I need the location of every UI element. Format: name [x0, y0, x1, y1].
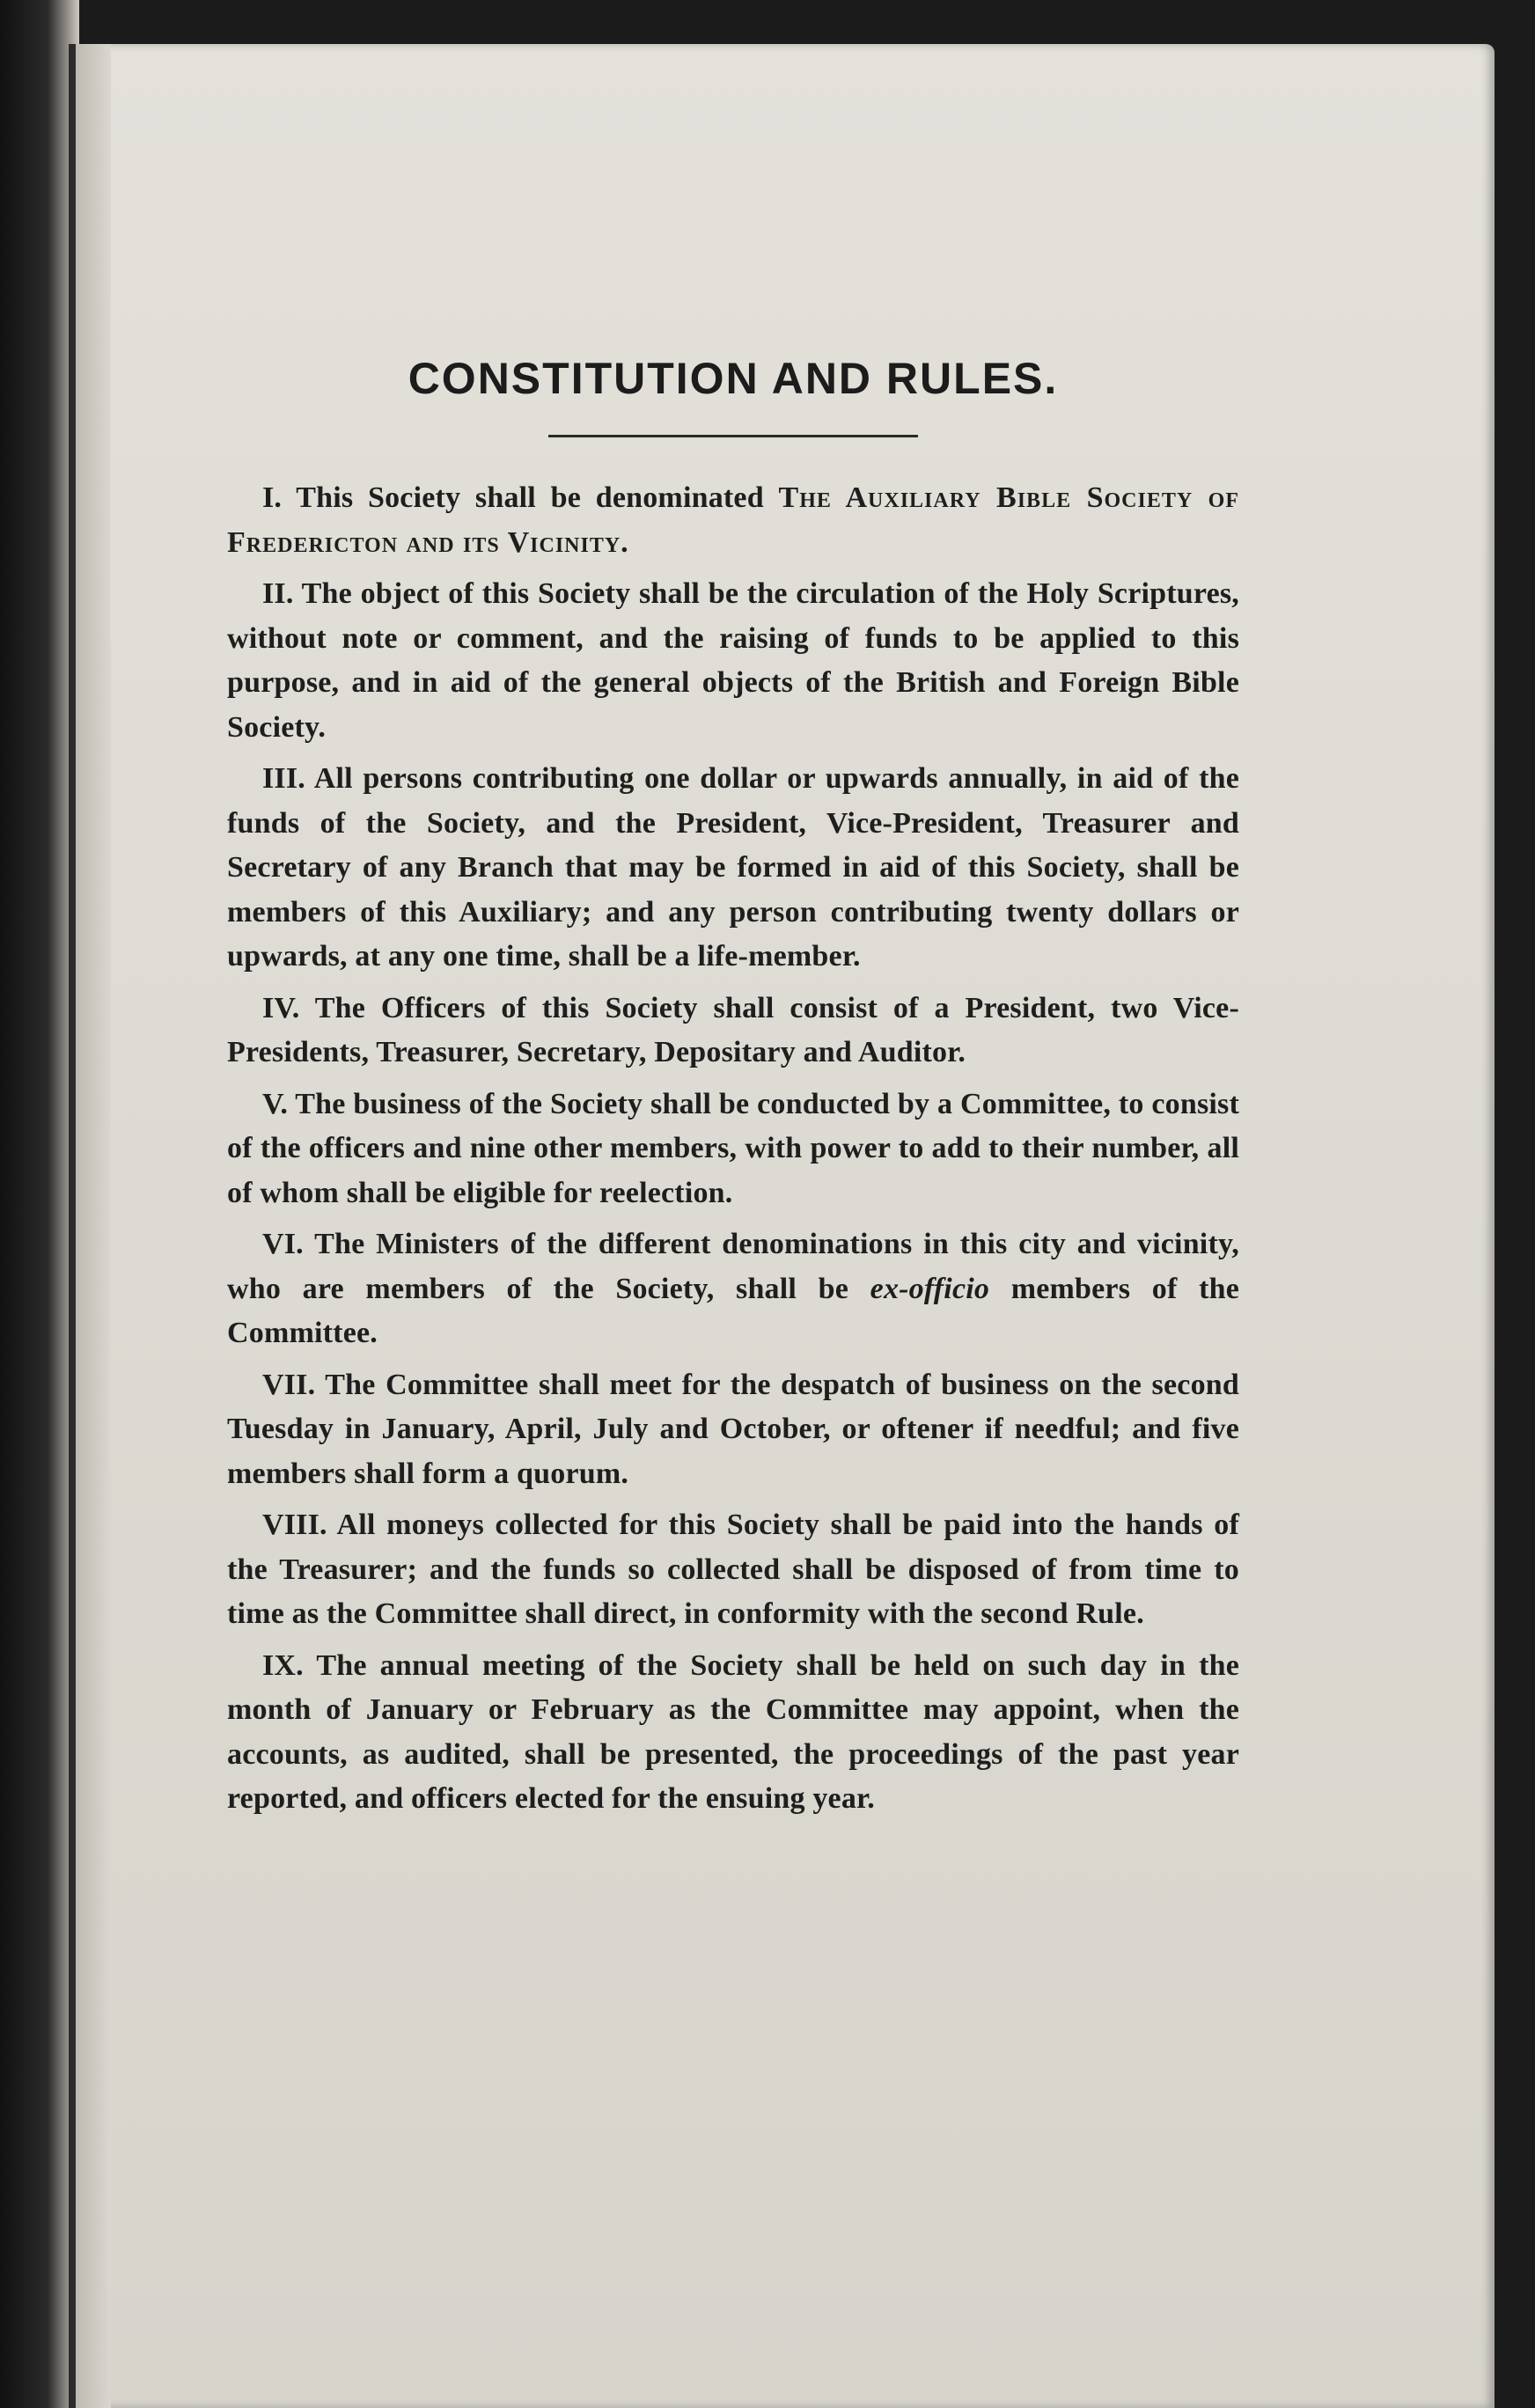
article-text: The Officers of this Society shall consist of a President, two Vice-Presidents, Treasurer, Secretary, Depositary and Auditor.	[227, 991, 1239, 1068]
article-number: I.	[262, 481, 283, 514]
article-9	[227, 1644, 1239, 1822]
book-page	[69, 44, 1495, 2408]
article-1	[227, 476, 1239, 565]
article-number: V.	[262, 1087, 289, 1120]
article-text: This Society shall be denominated	[296, 481, 779, 514]
article-6	[227, 1222, 1239, 1356]
article-2	[227, 572, 1239, 750]
article-text-end: members of the Committee.	[227, 1272, 1239, 1349]
scan-background	[0, 0, 79, 2408]
article-text: The object of this Society shall be the circulation of the Holy Scriptures, without note or comment, and the raising of funds to be applied to this purpose, and in aid of the general objects of the British and Foreign Bible Society.	[227, 577, 1239, 744]
page-title: CONSTITUTION AND RULES.	[408, 354, 1059, 403]
article-number: VII.	[262, 1368, 316, 1401]
article-number: III.	[262, 762, 305, 795]
article-number: VI.	[262, 1228, 304, 1260]
article-8	[227, 1503, 1239, 1637]
article-number: II.	[262, 577, 294, 610]
article-text: The Committee shall meet for the despatch of business on the second Tuesday in January, April, July and October, or oftener if needful; and five members shall form a quorum.	[227, 1368, 1239, 1490]
article-3	[227, 757, 1239, 980]
binding-edge	[69, 44, 76, 2408]
article-text: All moneys collected for this Society shall be paid into the hands of the Treasurer; and the funds so collected shall be disposed of from time to time as the Committee shall direct, in conformity with the second Rule.	[227, 1509, 1239, 1630]
title-underline	[548, 435, 918, 437]
article-4	[227, 987, 1239, 1076]
article-text: The annual meeting of the Society shall be held on such day in the month of January or February as the Committee may appoint, when the accounts, as audited, shall be presented, the proceedings of the past year reported, and officers elected for the ensuing year.	[227, 1648, 1240, 1815]
society-name: The Auxiliary Bible Society of Fredericton and its Vicinity.	[227, 481, 1239, 559]
article-5	[227, 1083, 1239, 1216]
article-text: The Ministers of the different denominations in this city and vicinity, who are members of the Society, shall be	[227, 1228, 1239, 1305]
article-number: VIII.	[262, 1509, 327, 1541]
article-7	[227, 1363, 1239, 1497]
article-number: IV.	[262, 991, 300, 1024]
page-gutter	[76, 44, 111, 2408]
article-text: The business of the Society shall be conducted by a Committee, to consist of the officers and nine other members, with power to add to their number, all of whom shall be eligible for reelection.	[227, 1087, 1239, 1209]
page-content	[227, 343, 1239, 1829]
ex-officio-text: ex-officio	[870, 1272, 990, 1305]
article-text: All persons contributing one dollar or upwards annually, in aid of the funds of the Society, and the President, Vice-President, Treasurer and Secretary of any Branch that may be formed in aid of this Society, shall be members of this Auxiliary; and any person contributing twenty dollars or upwards, at any one time, shall be a life-member.	[227, 762, 1239, 973]
article-number: IX.	[262, 1648, 304, 1682]
